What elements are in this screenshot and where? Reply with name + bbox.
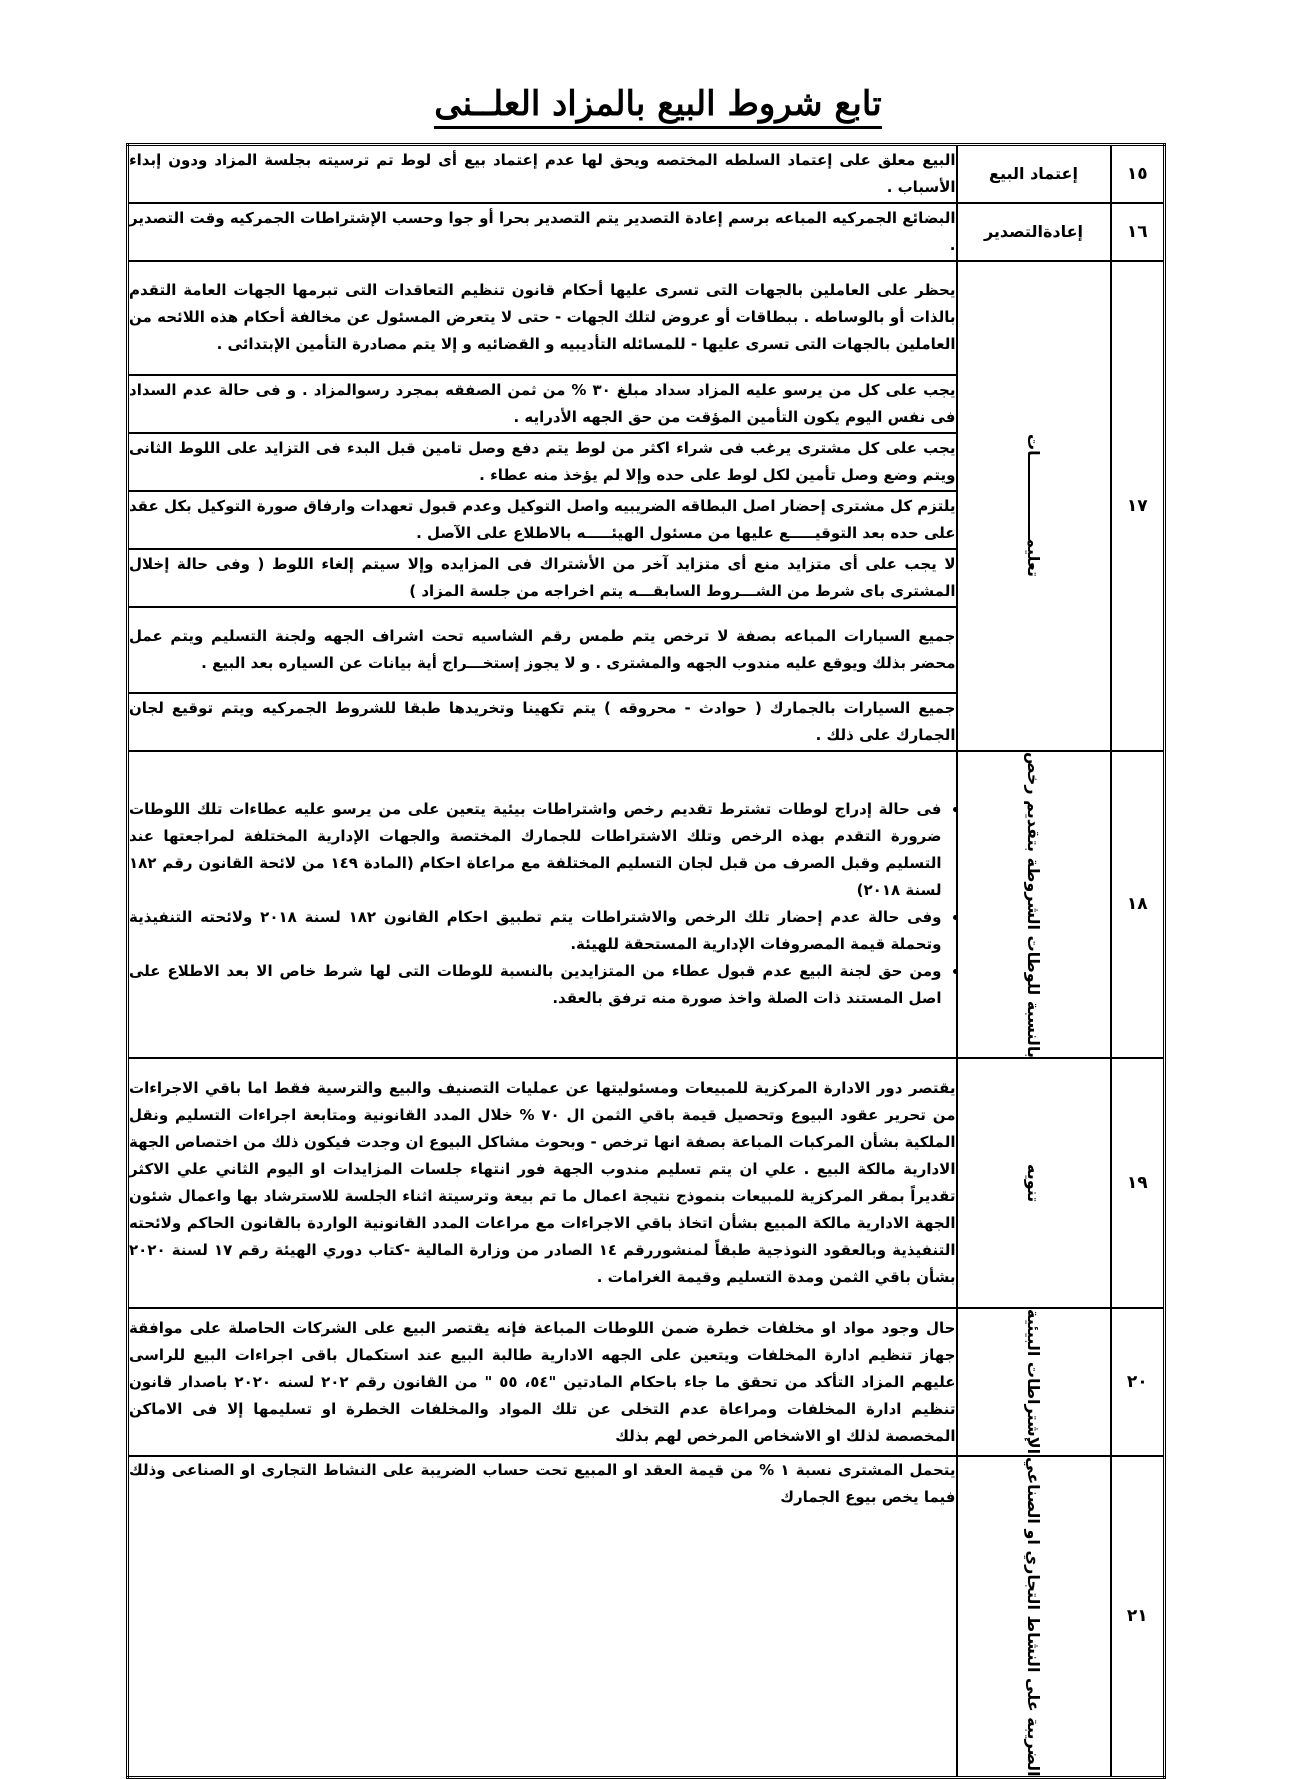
row-number: ١٧	[1111, 261, 1165, 751]
row-number: ١٥	[1111, 145, 1165, 203]
row-text	[128, 751, 957, 1059]
row-heading: إعادةالتصدير	[957, 203, 1111, 261]
row-number: ١٩	[1111, 1058, 1165, 1308]
terms-table	[126, 143, 1166, 1779]
table-row	[128, 1308, 1165, 1455]
row-text: يلتزم كل مشترى إحضار اصل البطاقه الضريبيه واصل التوكيل وعدم قبول تعهدات وارفاق صورة التوكيل بكل عقد على حده بعد التوقيـــــع عليها من مسئول الهيئـــــه بالاطلاع على الآصل .	[128, 491, 957, 549]
row-number: ١٨	[1111, 751, 1165, 1059]
table-row	[128, 145, 1165, 203]
row-text: البيع معلق على إعتماد السلطه المختصه ويحق لها عدم إعتماد بيع أى لوط تم ترسيته بجلسة المزاد ودون إبداء الأسباب .	[128, 145, 957, 203]
table-row	[128, 261, 1165, 375]
bullet-list	[129, 796, 956, 1012]
page-title: تابع شروط البيع بالمزاد العلــنى	[0, 84, 1316, 124]
row-number: ٢١	[1111, 1456, 1165, 1778]
row-heading: إعتماد البيع	[957, 145, 1111, 203]
row-heading: تنويه	[957, 1058, 1111, 1308]
row-text: جميع السيارات بالجمارك ( حوادث - محروقه ) يتم تكهينا وتخريدها طبقا للشروط الجمركيه ويتم توقيع لجان الجمارك على ذلك .	[128, 693, 957, 751]
row-text: لا يجب على أى متزايد منع أى متزايد آخر من الأشتراك فى المزايده وإلا سيتم إلغاء اللوط ( وفى حالة إخلال المشترى باى شرط من الشـــروط السابقـــه يتم اخراجه من جلسة المزاد )	[128, 549, 957, 607]
table-row	[128, 203, 1165, 261]
list-item: • وفى حالة عدم إحضار تلك الرخص والاشتراطات يتم تطبيق احكام القانون ١٨٢ لسنة ٢٠١٨ ولائحته التنفيذية وتحملة قيمة المصروفات الإدارية المستحقة للهيئة.	[129, 904, 942, 958]
row-text: يقتصر دور الادارة المركزية للمبيعات ومسئوليتها عن عمليات التصنيف والبيع والترسية فقط اما باقي الاجراءات من تحرير عقود البيوع وتحصيل قيمة باقي الثمن ال ٧٠ % خلال المدد القانونية ومتابعة اجراءات التسليم ونقل الملكية بشأن المركبات المباعة بصفة انها ترخص - وبحوث مشاكل البيوع ان وجدت فيكون ذلك من اختصاص الجهة الادارية مالكة البيع . علي ان يتم تسليم مندوب الجهة فور انتهاء جلسات المزايدات او اليوم الثاني علي الاكثر تقديراً بمقر المركزية للمبيعات بنموذج نتيجة اعمال ما تم بيعة وترسيتة اثناء الجلسة للاسترشاد بها واعمال شئون الجهة الادارية مالكة المبيع بشأن اتخاذ باقي الاجراءات مع مراعات المدد القانونية الواردة بالقانون الحاكم ولائحته التنفيذية وبالعقود النوذجية طبقاً لمنشوررقم ١٤ الصادر من وزارة المالية -كتاب دوري الهيئة رقم ١٧ لسنة ٢٠٢٠ بشأن باقي الثمن ومدة التسليم وقيمة الغرامات .	[128, 1058, 957, 1308]
list-item: • ومن حق لجنة البيع عدم قبول عطاء من المتزايدين بالنسبة للوطات التى لها شرط خاص الا بعد الاطلاع على اصل المستند ذات الصلة واخذ صورة منه ترفق بالعقد.	[129, 958, 942, 1012]
row-number: ١٦	[1111, 203, 1165, 261]
row-heading: الإشتراطات البيئية	[957, 1308, 1111, 1455]
row-text: جميع السيارات المباعه بصفة لا ترخص يتم طمس رقم الشاسيه تحت اشراف الجهه ولجنة التسليم ويتم عمل محضر بذلك ويوقع عليه مندوب الجهه والمشترى . و لا يجوز إستخـــراج أية بيانات عن السياره بعد البيع .	[128, 607, 957, 693]
list-item: • فى حالة إدراج لوطات تشترط تقديم رخص واشتراطات بيئية يتعين على من يرسو عليه عطاءات تلك اللوطات ضرورة التقدم بهذه الرخص وتلك الاشتراطات للجمارك المختصة والجهات الإدارية المختلفة لمراجعتها عند التسليم وقبل الصرف من قبل لجان التسليم المختلفة مع مراعاة احكام (المادة ١٤٩ من لائحة القانون رقم ١٨٢ لسنة ٢٠١٨)	[129, 796, 942, 904]
row-heading: بالنسبة للوطات الشروطة بتقديم رخص	[957, 751, 1111, 1059]
row-text: يجب على كل من يرسو عليه المزاد سداد مبلغ ٣٠ % من ثمن الصفقه بمجرد رسوالمزاد . و فى حالة عدم السداد فى نفس اليوم يكون التأمين المؤقت من حق الجهه الأدرايه .	[128, 375, 957, 433]
table-row	[128, 1058, 1165, 1308]
row-text: حال وجود مواد او مخلفات خطرة ضمن اللوطات المباعة فإنه يقتصر البيع على الشركات الحاصلة على موافقة جهاز تنظيم ادارة المخلفات ويتعين على الجهه الادارية طالبة البيع عند استكمال باقى اجراءات البيع للراسى عليهم المزاد التأكد من تحقق ما جاء باحكام المادتين "٥٤، ٥٥ " من القانون رقم ٢٠٢ لسنه ٢٠٢٠ باصدار قانون تنظيم ادارة المخلفات ومراعاة عدم التخلى عن تلك المواد والمخلفات الخطرة او تسليمها إلا فى الاماكن المخصصة لذلك او الاشخاص المرخص لهم بذلك	[128, 1308, 957, 1455]
row-text: يتحمل المشترى نسبة ١ % من قيمة العقد او المبيع تحت حساب الضريبة على النشاط التجارى او الصناعى وذلك فيما يخص بيوع الجمارك	[128, 1456, 957, 1778]
row-heading: تعليمـــــــــــــــات	[957, 261, 1111, 751]
table-row	[128, 751, 1165, 1059]
row-number: ٢٠	[1111, 1308, 1165, 1455]
table-row	[128, 1456, 1165, 1778]
row-text: يحظر على العاملين بالجهات التى تسرى عليها أحكام قانون تنظيم التعاقدات التى تبرمها الجهات العامة التقدم بالذات أو بالوساطه . ببطاقات أو عروض لتلك الجهات - حتى لا يتعرض المسئول عن مخالفة أحكام هذه اللائحه من العاملين بالجهات التى تسرى عليها - للمسائله التأديبيه و القضائيه و إلا يتم مصادرة التأمين الإبتدائى .	[128, 261, 957, 375]
row-text: يجب على كل مشترى يرغب فى شراء اكثر من لوط يتم دفع وصل تامين قبل البدء فى التزايد على اللوط الثانى ويتم وضع وصل تأمين لكل لوط على حده وإلا لم يؤخذ منه عطاء .	[128, 433, 957, 491]
row-text: البضائع الجمركيه المباعه برسم إعادة التصدير يتم التصدير بحرا أو جوا وحسب الإشتراطات الجمركيه وقت التصدير .	[128, 203, 957, 261]
row-heading: الضريبة على النشاط التجاري او الصناعي	[957, 1456, 1111, 1778]
